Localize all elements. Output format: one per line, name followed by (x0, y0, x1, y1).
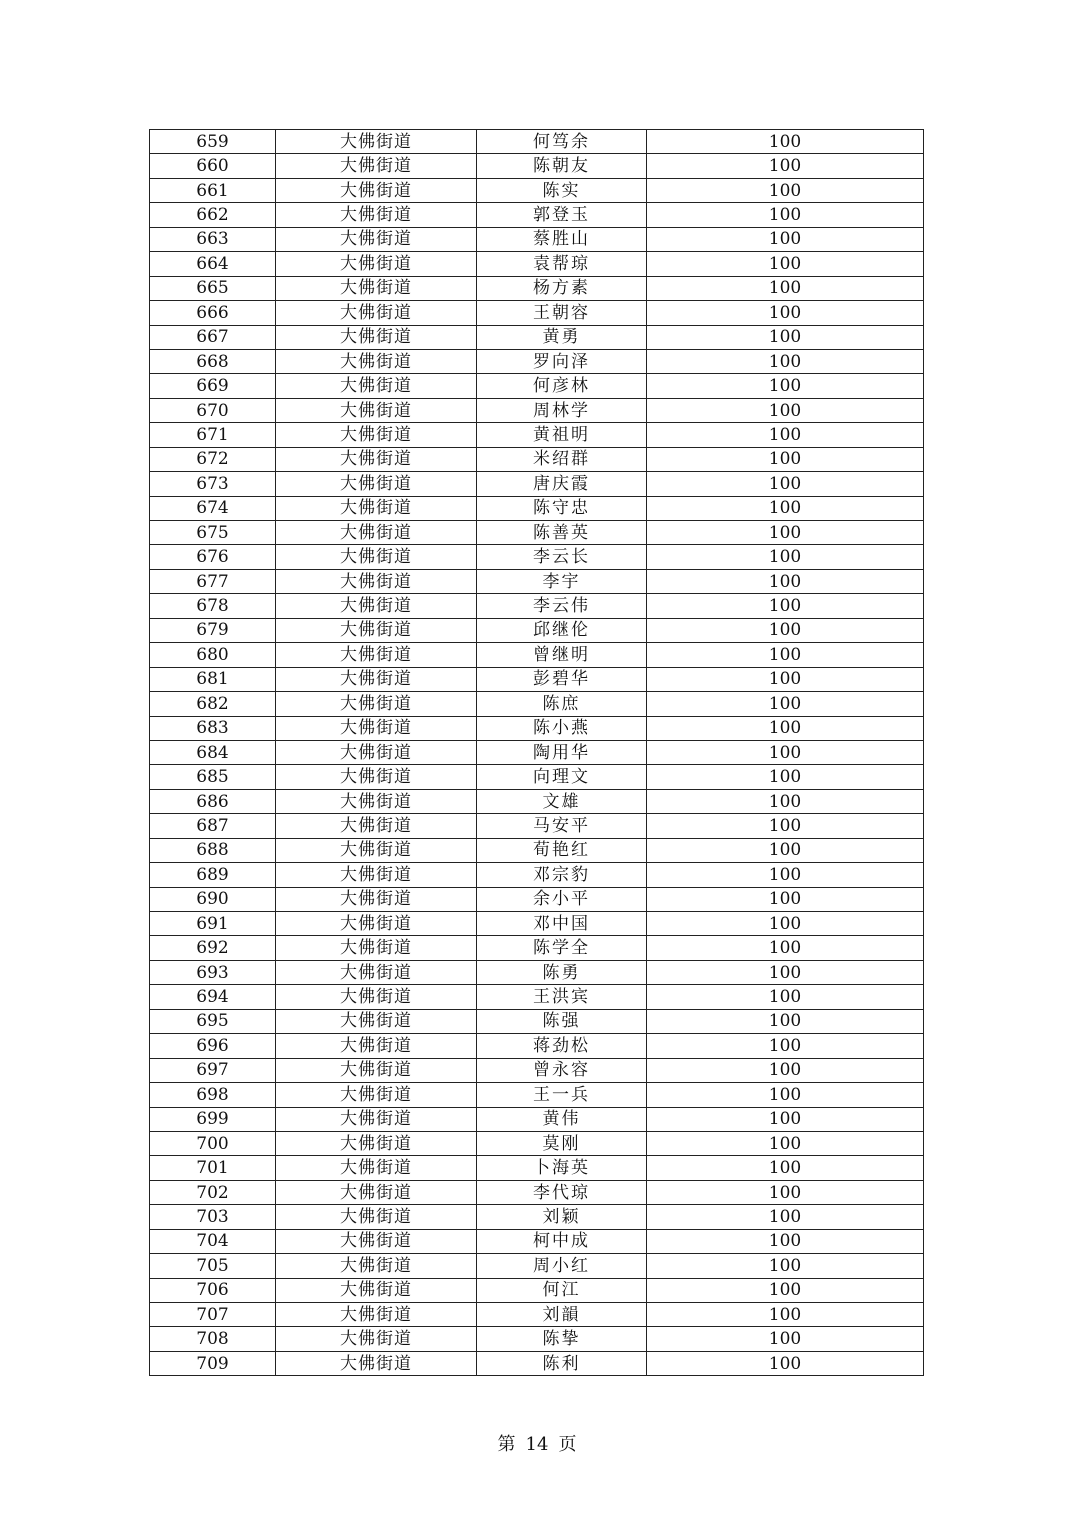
row-name: 蔡胜山 (477, 227, 647, 251)
row-amount: 100 (647, 765, 924, 789)
row-street: 大佛街道 (276, 789, 477, 813)
row-amount: 100 (647, 814, 924, 838)
row-amount: 100 (647, 569, 924, 593)
row-name: 卜海英 (477, 1156, 647, 1180)
table-row (150, 692, 924, 716)
row-amount: 100 (647, 1351, 924, 1375)
row-number: 669 (150, 374, 276, 398)
table-row (150, 863, 924, 887)
row-street: 大佛街道 (276, 1205, 477, 1229)
row-amount: 100 (647, 1009, 924, 1033)
table-body (150, 130, 924, 1376)
row-amount: 100 (647, 985, 924, 1009)
row-amount: 100 (647, 960, 924, 984)
row-name: 李云伟 (477, 594, 647, 618)
row-amount: 100 (647, 789, 924, 813)
row-amount: 100 (647, 1254, 924, 1278)
row-street: 大佛街道 (276, 863, 477, 887)
row-number: 665 (150, 276, 276, 300)
row-street: 大佛街道 (276, 472, 477, 496)
row-amount: 100 (647, 1058, 924, 1082)
row-street: 大佛街道 (276, 936, 477, 960)
row-amount: 100 (647, 447, 924, 471)
row-street: 大佛街道 (276, 276, 477, 300)
row-amount: 100 (647, 252, 924, 276)
row-name: 邱继伦 (477, 618, 647, 642)
row-number: 680 (150, 643, 276, 667)
row-name: 黄伟 (477, 1107, 647, 1131)
page-footer (0, 1430, 1074, 1456)
row-street: 大佛街道 (276, 178, 477, 202)
row-street: 大佛街道 (276, 569, 477, 593)
page-prefix: 第 (497, 1434, 516, 1455)
row-name: 莫刚 (477, 1131, 647, 1155)
row-amount: 100 (647, 227, 924, 251)
row-number: 679 (150, 618, 276, 642)
row-name: 陈挚 (477, 1327, 647, 1351)
row-name: 陶用华 (477, 740, 647, 764)
row-street: 大佛街道 (276, 325, 477, 349)
row-street: 大佛街道 (276, 252, 477, 276)
row-number: 675 (150, 521, 276, 545)
row-number: 701 (150, 1156, 276, 1180)
row-number: 664 (150, 252, 276, 276)
row-street: 大佛街道 (276, 1229, 477, 1253)
row-number: 681 (150, 667, 276, 691)
page-suffix: 页 (558, 1434, 577, 1455)
row-street: 大佛街道 (276, 643, 477, 667)
row-name: 黄勇 (477, 325, 647, 349)
row-amount: 100 (647, 1083, 924, 1107)
row-amount: 100 (647, 178, 924, 202)
row-amount: 100 (647, 1131, 924, 1155)
row-name: 荀艳红 (477, 838, 647, 862)
row-name: 陈勇 (477, 960, 647, 984)
row-street: 大佛街道 (276, 349, 477, 373)
row-name: 王朝容 (477, 301, 647, 325)
row-number: 698 (150, 1083, 276, 1107)
table-row (150, 814, 924, 838)
table-row (150, 789, 924, 813)
row-street: 大佛街道 (276, 398, 477, 422)
table-row (150, 643, 924, 667)
table-row (150, 1254, 924, 1278)
row-street: 大佛街道 (276, 667, 477, 691)
table-row (150, 1034, 924, 1058)
table-row (150, 203, 924, 227)
row-name: 陈利 (477, 1351, 647, 1375)
row-name: 陈强 (477, 1009, 647, 1033)
table-row (150, 1009, 924, 1033)
row-number: 696 (150, 1034, 276, 1058)
row-amount: 100 (647, 472, 924, 496)
row-number: 673 (150, 472, 276, 496)
row-street: 大佛街道 (276, 1327, 477, 1351)
row-street: 大佛街道 (276, 716, 477, 740)
row-number: 659 (150, 130, 276, 154)
row-street: 大佛街道 (276, 1131, 477, 1155)
table-row (150, 1083, 924, 1107)
table-row (150, 325, 924, 349)
table-row (150, 1229, 924, 1253)
row-number: 691 (150, 912, 276, 936)
row-street: 大佛街道 (276, 521, 477, 545)
table-row (150, 1327, 924, 1351)
row-number: 677 (150, 569, 276, 593)
row-number: 704 (150, 1229, 276, 1253)
row-amount: 100 (647, 1303, 924, 1327)
row-street: 大佛街道 (276, 1254, 477, 1278)
row-street: 大佛街道 (276, 960, 477, 984)
row-amount: 100 (647, 423, 924, 447)
table-row (150, 936, 924, 960)
table-row (150, 178, 924, 202)
row-number: 688 (150, 838, 276, 862)
table-row (150, 887, 924, 911)
row-number: 663 (150, 227, 276, 251)
row-number: 703 (150, 1205, 276, 1229)
row-amount: 100 (647, 740, 924, 764)
row-number: 670 (150, 398, 276, 422)
row-number: 693 (150, 960, 276, 984)
row-name: 李代琼 (477, 1180, 647, 1204)
row-street: 大佛街道 (276, 838, 477, 862)
table-row (150, 1131, 924, 1155)
row-street: 大佛街道 (276, 496, 477, 520)
row-number: 705 (150, 1254, 276, 1278)
row-name: 王洪宾 (477, 985, 647, 1009)
table-row (150, 227, 924, 251)
table-row (150, 521, 924, 545)
row-street: 大佛街道 (276, 1278, 477, 1302)
table-row (150, 423, 924, 447)
row-name: 唐庆霞 (477, 472, 647, 496)
table-row (150, 1180, 924, 1204)
row-street: 大佛街道 (276, 203, 477, 227)
row-amount: 100 (647, 594, 924, 618)
table-row (150, 618, 924, 642)
table-row (150, 1156, 924, 1180)
table-row (150, 1303, 924, 1327)
row-number: 676 (150, 545, 276, 569)
table-row (150, 594, 924, 618)
row-number: 706 (150, 1278, 276, 1302)
row-street: 大佛街道 (276, 740, 477, 764)
row-name: 邓宗豹 (477, 863, 647, 887)
table-row (150, 1351, 924, 1375)
row-name: 陈实 (477, 178, 647, 202)
row-name: 李宇 (477, 569, 647, 593)
row-amount: 100 (647, 716, 924, 740)
row-name: 陈善英 (477, 521, 647, 545)
row-number: 682 (150, 692, 276, 716)
row-amount: 100 (647, 398, 924, 422)
row-street: 大佛街道 (276, 374, 477, 398)
row-street: 大佛街道 (276, 814, 477, 838)
row-name: 陈守忠 (477, 496, 647, 520)
row-name: 陈朝友 (477, 154, 647, 178)
table-row (150, 569, 924, 593)
row-name: 黄祖明 (477, 423, 647, 447)
row-number: 666 (150, 301, 276, 325)
row-name: 周小红 (477, 1254, 647, 1278)
table-row (150, 252, 924, 276)
row-street: 大佛街道 (276, 985, 477, 1009)
row-name: 陈庶 (477, 692, 647, 716)
row-name: 周林学 (477, 398, 647, 422)
row-name: 王一兵 (477, 1083, 647, 1107)
table-row (150, 716, 924, 740)
table-row (150, 1058, 924, 1082)
row-number: 697 (150, 1058, 276, 1082)
row-number: 699 (150, 1107, 276, 1131)
row-number: 687 (150, 814, 276, 838)
row-street: 大佛街道 (276, 765, 477, 789)
row-amount: 100 (647, 692, 924, 716)
row-name: 何彦林 (477, 374, 647, 398)
table-row (150, 349, 924, 373)
row-number: 692 (150, 936, 276, 960)
row-number: 683 (150, 716, 276, 740)
row-number: 702 (150, 1180, 276, 1204)
row-amount: 100 (647, 545, 924, 569)
row-name: 刘颖 (477, 1205, 647, 1229)
row-number: 708 (150, 1327, 276, 1351)
row-name: 袁帮琼 (477, 252, 647, 276)
row-name: 郭登玉 (477, 203, 647, 227)
row-street: 大佛街道 (276, 1351, 477, 1375)
row-name: 米绍群 (477, 447, 647, 471)
row-number: 690 (150, 887, 276, 911)
table-row (150, 985, 924, 1009)
row-number: 684 (150, 740, 276, 764)
row-street: 大佛街道 (276, 1303, 477, 1327)
row-amount: 100 (647, 276, 924, 300)
table-row (150, 130, 924, 154)
row-street: 大佛街道 (276, 1156, 477, 1180)
row-name: 曾继明 (477, 643, 647, 667)
row-street: 大佛街道 (276, 1180, 477, 1204)
row-name: 何笃余 (477, 130, 647, 154)
row-name: 杨方素 (477, 276, 647, 300)
row-number: 662 (150, 203, 276, 227)
table-row (150, 765, 924, 789)
row-amount: 100 (647, 1205, 924, 1229)
row-street: 大佛街道 (276, 423, 477, 447)
table-row (150, 838, 924, 862)
row-amount: 100 (647, 325, 924, 349)
row-street: 大佛街道 (276, 1107, 477, 1131)
table-row (150, 1278, 924, 1302)
row-number: 685 (150, 765, 276, 789)
row-amount: 100 (647, 496, 924, 520)
row-amount: 100 (647, 1156, 924, 1180)
row-street: 大佛街道 (276, 692, 477, 716)
row-name: 文雄 (477, 789, 647, 813)
row-street: 大佛街道 (276, 227, 477, 251)
row-amount: 100 (647, 1180, 924, 1204)
row-number: 678 (150, 594, 276, 618)
table-row (150, 496, 924, 520)
row-number: 674 (150, 496, 276, 520)
row-street: 大佛街道 (276, 1009, 477, 1033)
row-name: 陈小燕 (477, 716, 647, 740)
row-name: 李云长 (477, 545, 647, 569)
row-street: 大佛街道 (276, 912, 477, 936)
row-name: 何江 (477, 1278, 647, 1302)
table-row (150, 472, 924, 496)
row-amount: 100 (647, 349, 924, 373)
row-number: 661 (150, 178, 276, 202)
row-amount: 100 (647, 374, 924, 398)
row-name: 向理文 (477, 765, 647, 789)
beneficiary-table (149, 129, 924, 1376)
row-amount: 100 (647, 1327, 924, 1351)
row-number: 709 (150, 1351, 276, 1375)
row-name: 柯中成 (477, 1229, 647, 1253)
table-row (150, 374, 924, 398)
row-amount: 100 (647, 863, 924, 887)
table-row (150, 154, 924, 178)
row-number: 700 (150, 1131, 276, 1155)
row-amount: 100 (647, 1229, 924, 1253)
row-amount: 100 (647, 1107, 924, 1131)
row-name: 邓中国 (477, 912, 647, 936)
table-row (150, 912, 924, 936)
row-street: 大佛街道 (276, 154, 477, 178)
row-name: 刘韻 (477, 1303, 647, 1327)
row-name: 蒋劲松 (477, 1034, 647, 1058)
row-name: 曾永容 (477, 1058, 647, 1082)
table-row (150, 1205, 924, 1229)
row-street: 大佛街道 (276, 1083, 477, 1107)
row-name: 马安平 (477, 814, 647, 838)
row-amount: 100 (647, 643, 924, 667)
row-number: 686 (150, 789, 276, 813)
table-row (150, 667, 924, 691)
row-number: 694 (150, 985, 276, 1009)
row-amount: 100 (647, 667, 924, 691)
row-name: 罗向泽 (477, 349, 647, 373)
row-name: 陈学全 (477, 936, 647, 960)
row-amount: 100 (647, 521, 924, 545)
row-name: 余小平 (477, 887, 647, 911)
row-amount: 100 (647, 1278, 924, 1302)
row-street: 大佛街道 (276, 618, 477, 642)
row-amount: 100 (647, 130, 924, 154)
row-amount: 100 (647, 618, 924, 642)
table-row (150, 545, 924, 569)
row-street: 大佛街道 (276, 887, 477, 911)
row-street: 大佛街道 (276, 1058, 477, 1082)
table-row (150, 301, 924, 325)
row-amount: 100 (647, 301, 924, 325)
row-amount: 100 (647, 912, 924, 936)
table-row (150, 740, 924, 764)
row-amount: 100 (647, 1034, 924, 1058)
table-row (150, 276, 924, 300)
row-number: 672 (150, 447, 276, 471)
row-street: 大佛街道 (276, 301, 477, 325)
row-amount: 100 (647, 887, 924, 911)
table-row (150, 960, 924, 984)
row-street: 大佛街道 (276, 545, 477, 569)
row-amount: 100 (647, 936, 924, 960)
row-number: 668 (150, 349, 276, 373)
row-number: 667 (150, 325, 276, 349)
table-row (150, 1107, 924, 1131)
row-number: 671 (150, 423, 276, 447)
table-row (150, 398, 924, 422)
row-street: 大佛街道 (276, 594, 477, 618)
row-amount: 100 (647, 154, 924, 178)
row-amount: 100 (647, 203, 924, 227)
row-street: 大佛街道 (276, 1034, 477, 1058)
row-number: 660 (150, 154, 276, 178)
page-number: 14 (525, 1434, 549, 1455)
row-amount: 100 (647, 838, 924, 862)
row-number: 695 (150, 1009, 276, 1033)
row-street: 大佛街道 (276, 130, 477, 154)
row-street: 大佛街道 (276, 447, 477, 471)
row-number: 707 (150, 1303, 276, 1327)
row-number: 689 (150, 863, 276, 887)
row-name: 彭碧华 (477, 667, 647, 691)
table-row (150, 447, 924, 471)
